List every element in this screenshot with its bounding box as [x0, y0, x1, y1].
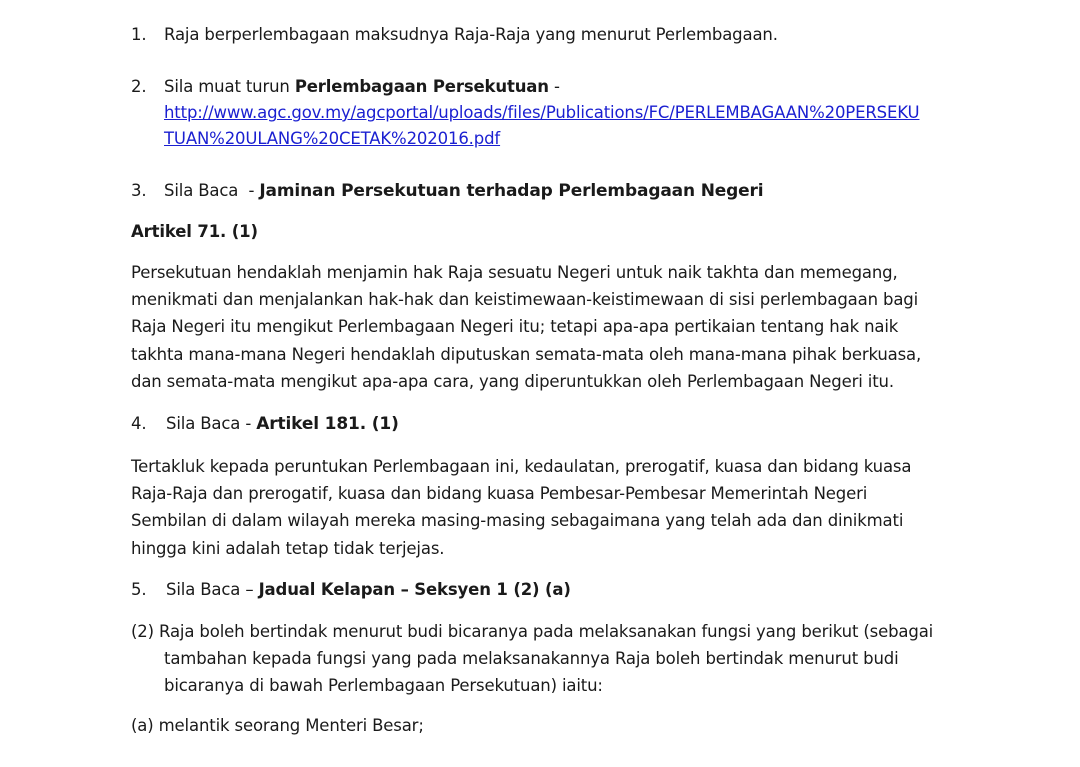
list-item-text: Raja berperlembagaan maksudnya Raja-Raja yang menurut Perlembagaan. — [164, 25, 778, 44]
paragraph-line: hingga kini adalah tetap tidak terjejas. — [131, 538, 445, 558]
paragraph-line: dan semata-mata mengikut apa-apa cara, yang diperuntukkan oleh Perlembagaan Negeri itu. — [131, 371, 894, 391]
list-item-bold: Jadual Kelapan – Seksyen 1 (2) (a) — [258, 580, 571, 599]
list-item-bold: Jaminan Persekutuan terhadap Perlembagaan Negeri — [259, 181, 764, 201]
list-item-prefix: Sila muat turun — [164, 77, 295, 96]
list-item-5 — [131, 576, 571, 603]
article-71-heading: Artikel 71. (1) — [131, 222, 258, 241]
article-71-paragraph — [131, 259, 961, 395]
list-item-4 — [131, 410, 399, 438]
pdf-link-line-1 — [164, 99, 919, 126]
constitution-pdf-link-continued[interactable]: TUAN%20ULANG%20CETAK%202016.pdf — [164, 129, 501, 148]
list-item-prefix: Sila Baca - — [166, 414, 257, 433]
paragraph-line: Raja-Raja dan prerogatif, kuasa dan bidang kuasa Pembesar-Pembesar Memerintah Negeri — [131, 484, 868, 504]
article-181-paragraph — [131, 453, 961, 562]
list-number: 1. — [131, 25, 147, 44]
paragraph-line: Persekutuan hendaklah menjamin hak Raja sesuatu Negeri untuk naik takhta dan memegang, — [131, 263, 898, 282]
list-number: 2. — [131, 77, 147, 96]
constitution-pdf-link[interactable]: http://www.agc.gov.my/agcportal/uploads/files/Publications/FC/PERLEMBAGAAN%20PERSEKU — [164, 103, 920, 122]
list-number: 3. — [131, 181, 147, 200]
paragraph-line: takhta mana-mana Negeri hendaklah diputuskan semata-mata oleh mana-mana pihak berkuasa, — [131, 344, 922, 364]
list-item-3 — [131, 177, 763, 205]
paragraph-line: menikmati dan menjalankan hak-hak dan keistimewaan-keistimewaan di sisi perlembagaan bagi — [131, 290, 919, 310]
list-item-suffix: - — [548, 77, 560, 96]
list-item-bold: Perlembagaan Persekutuan — [294, 77, 549, 96]
list-item-bold: Artikel 181. (1) — [256, 414, 399, 434]
pdf-link-line-2 — [164, 125, 500, 152]
list-item-prefix: Sila Baca – — [166, 580, 259, 599]
paragraph-line: Sembilan di dalam wilayah mereka masing-masing sebagaimana yang telah ada dan dinikmati — [131, 511, 904, 531]
paragraph-line: Tertakluk kepada peruntukan Perlembagaan ini, kedaulatan, prerogatif, kuasa dan bidang kuasa — [131, 457, 912, 476]
section-2-line-3: bicaranya di bawah Perlembagaan Persekutuan) iaitu: — [164, 676, 603, 695]
section-2-line-2: tambahan kepada fungsi yang pada melaksanakannya Raja boleh bertindak menurut budi — [164, 649, 899, 668]
sub-item-a: (a) melantik seorang Menteri Besar; — [131, 716, 424, 735]
list-item-prefix: Sila Baca - — [164, 181, 260, 200]
list-number: 4. — [131, 414, 147, 433]
list-item-2 — [131, 73, 560, 100]
section-2-line-1: (2) Raja boleh bertindak menurut budi bicaranya pada melaksanakan fungsi yang berikut (sebagai — [131, 622, 934, 641]
paragraph-line: Raja Negeri itu mengikut Perlembagaan Negeri itu; tetapi apa-apa pertikaian tentang hak naik — [131, 317, 899, 337]
list-item-1 — [131, 21, 778, 48]
list-number: 5. — [131, 580, 147, 599]
